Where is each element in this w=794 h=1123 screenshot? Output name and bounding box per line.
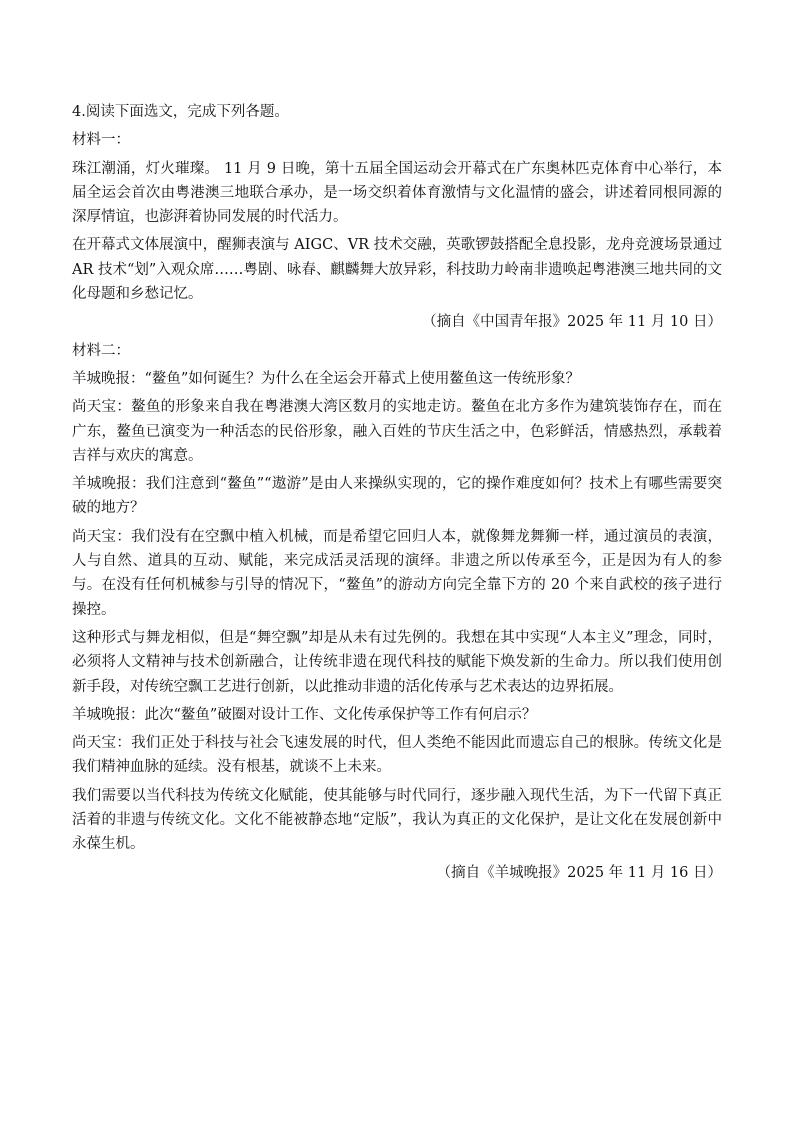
material2-label: 材料二： (72, 342, 130, 359)
material2-paragraph: 我们需要以当代科技为传统文化赋能，使其能够与时代同行，逐步融入现代生活，为下一代留下真正活着的非遗与传统文化。文化不能被静态地“定版”，我认为真正的文化保护，是让文化在发展创新中永葆生机。 (72, 787, 722, 853)
material1-paragraph: 珠江潮涌，灯火璀璨。 11 月 9 日晚，第十五届全国运动会开幕式在广东奥林匹克体育中心举行，本届全运会首次由粤港澳三地联合承办，是一场交织着体育激情与文化温情的盛会，讲述着同根同源的深厚情谊，也澎湃着协同发展的时代活力。 (72, 160, 722, 226)
document-page (72, 100, 722, 885)
question-heading (72, 100, 722, 124)
material1-paragraph: 在开幕式文体展演中，醒狮表演与 AIGC、VR 技术交融，英歌锣鼓搭配全息投影，龙舟竞渡场景通过 AR 技术“划”入观众席……粤剧、咏春、麒麟舞大放异彩，科技助力岭南非遗唤起粤港澳三地共同的文化母题和乡愁记忆。 (72, 237, 722, 303)
material1-source: （摘自《中国青年报》2025 年 11 月 10 日） (422, 314, 722, 331)
material2-paragraph: 羊城晚报：“鳌鱼”如何诞生？为什么在全运会开幕式上使用鳌鱼这一传统形象？ (72, 370, 580, 387)
material2-source: （摘自《羊城晚报》2025 年 11 月 16 日） (436, 864, 722, 881)
material2-paragraph: 羊城晚报：我们注意到“鳌鱼”“遨游”是由人来操纵实现的，它的操作难度如何？技术上有哪些需要突破的地方？ (72, 476, 722, 517)
material2-paragraph: 尚天宝：鳌鱼的形象来自我在粤港澳大湾区数月的实地走访。鳌鱼在北方多作为建筑装饰存在，而在广东，鳌鱼已演变为一种活态的民俗形象，融入百姓的节庆生活之中，色彩鲜活，情感热烈，承载着吉祥与欢庆的寓意。 (72, 399, 722, 464)
material2-paragraph: 这种形式与舞龙相似，但是“舞空飘”却是从未有过先例的。我想在其中实现“人本主义”理念，同时，必须将人文精神与技术创新融合，让传统非遗在现代科技的赋能下焕发新的生命力。所以我们使用创新手段，对传统空飘工艺进行创新，以此推动非遗的活化传承与艺术表达的边界拓展。 (72, 629, 722, 695)
material2-paragraph: 尚天宝：我们没有在空飘中植入机械，而是希望它回归人本，就像舞龙舞狮一样，通过演员的表演，人与自然、道具的互动、赋能，来完成活灵活现的演绎。非遗之所以传承至今，正是因为有人的参与。在没有任何机械参与引导的情况下，“鳌鱼”的游动方向完全靠下方的 20 个来自武校的孩子进行操控。 (72, 528, 722, 618)
material2-paragraph: 尚天宝：我们正处于科技与社会飞速发展的时代，但人类绝不能因此而遗忘自己的根脉。传统文化是我们精神血脉的延续。没有根基，就谈不上未来。 (72, 735, 722, 776)
material1-label: 材料一： (72, 132, 130, 149)
material2-paragraph: 羊城晚报：此次“鳌鱼”破圈对设计工作、文化传承保护等工作有何启示？ (72, 706, 537, 723)
question-number: 4. (72, 104, 86, 120)
question-instruction: 阅读下面选文，完成下列各题。 (85, 104, 289, 120)
